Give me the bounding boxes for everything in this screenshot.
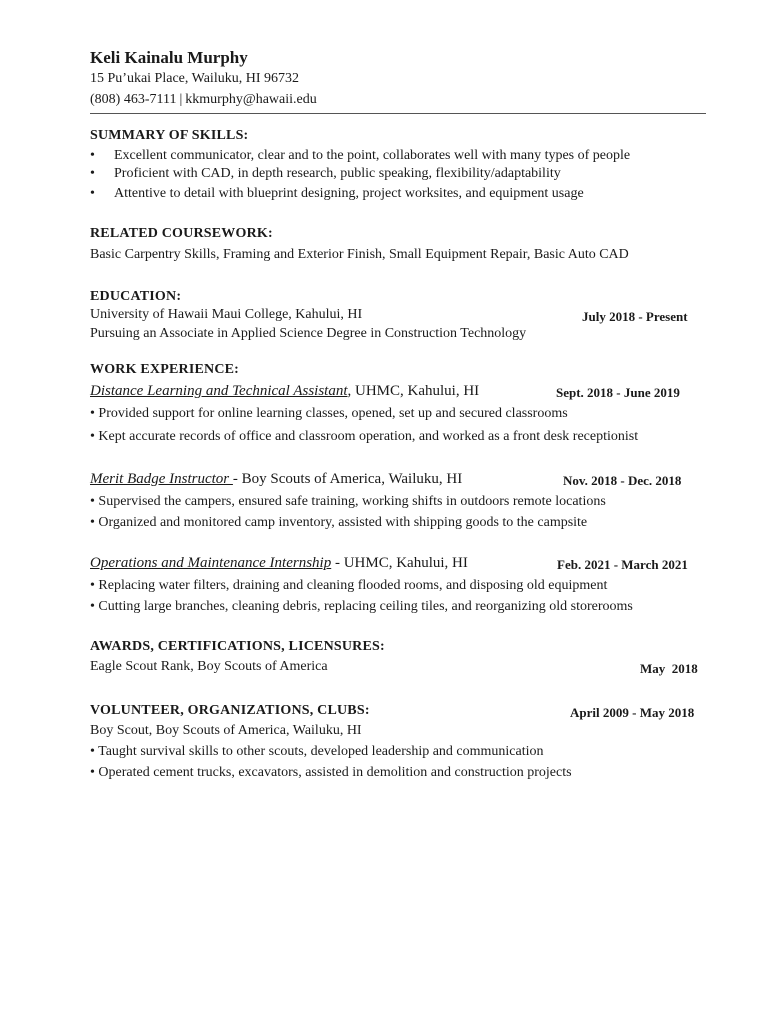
volunteer-bullet: • Taught survival skills to other scouts, developed leadership and communication [90,744,544,759]
volunteer-bullet: • Operated cement trucks, excavators, assisted in demolition and construction projects [90,765,572,780]
job-date: Nov. 2018 - Dec. 2018 [563,473,682,488]
awards-heading: AWARDS, CERTIFICATIONS, LICENSURES: [90,639,385,654]
email: kkmurphy@hawaii.edu [185,92,317,107]
skill-item [90,148,630,164]
job-role: Distance Learning and Technical Assistant [90,383,348,399]
education-date: July 2018 - Present [582,309,688,324]
skill-text: Excellent communicator, clear and to the point, collaborates well with many types of people [114,148,631,163]
job-bullet: • Replacing water filters, draining and cleaning flooded rooms, and disposing old equipment [90,578,608,593]
address: 15 Pu’ukai Place, Wailuku, HI 96732 [90,71,299,86]
award-date: May 2018 [640,661,698,676]
job-bullet: • Provided support for online learning classes, opened, set up and secured classrooms [90,406,568,421]
work-heading: WORK EXPERIENCE: [90,362,240,377]
contact-separator: | [179,92,183,107]
skill-item [90,166,561,182]
job-title-line [90,471,462,488]
volunteer-date: April 2009 - May 2018 [570,705,695,720]
job-bullet: • Organized and monitored camp inventory, assisted with shipping goods to the campsite [90,515,588,530]
job-org: , UHMC, Kahului, HI [347,383,480,399]
job-role: Merit Badge Instructor [90,471,233,487]
phone: (808) 463-7111 [90,92,177,107]
job-bullet: • Kept accurate records of office and classroom operation, and worked as a front desk receptionist [90,429,639,444]
skill-item [90,186,584,202]
bullet: • [90,186,95,201]
education-school: University of Hawaii Maui College, Kahului, HI [90,307,363,322]
education-heading: EDUCATION: [90,289,182,304]
job-title-line [90,555,468,572]
job-bullet: • Supervised the campers, ensured safe training, working shifts in outdoors remote locations [90,494,606,509]
job-title-line [90,383,479,400]
volunteer-heading: VOLUNTEER, ORGANIZATIONS, CLUBS: [90,703,370,718]
job-role: Operations and Maintenance Internship [90,555,332,571]
bullet: • [90,148,95,163]
job-org: - Boy Scouts of America, Wailuku, HI [232,471,463,487]
education-degree: Pursuing an Associate in Applied Science Degree in Construction Technology [90,326,527,341]
coursework-heading: RELATED COURSEWORK: [90,226,273,241]
bullet: • [90,166,95,181]
coursework-text: Basic Carpentry Skills, Framing and Exterior Finish, Small Equipment Repair, Basic Auto CAD [90,247,629,262]
contact-line [90,92,317,108]
volunteer-org: Boy Scout, Boy Scouts of America, Wailuku, HI [90,723,362,738]
job-bullet: • Cutting large branches, cleaning debris, replacing ceiling tiles, and reorganizing old storerooms [90,599,633,614]
award-text: Eagle Scout Rank, Boy Scouts of America [90,659,328,674]
skills-heading: SUMMARY OF SKILLS: [90,128,249,143]
job-date: Sept. 2018 - June 2019 [556,385,680,400]
header-divider [90,113,706,114]
skill-text: Attentive to detail with blueprint designing, project worksites, and equipment usage [114,186,584,201]
job-org: - UHMC, Kahului, HI [331,555,468,571]
skill-text: Proficient with CAD, in depth research, public speaking, flexibility/adaptability [114,166,561,181]
job-date: Feb. 2021 - March 2021 [557,557,688,572]
candidate-name: Keli Kainalu Murphy [90,48,248,67]
